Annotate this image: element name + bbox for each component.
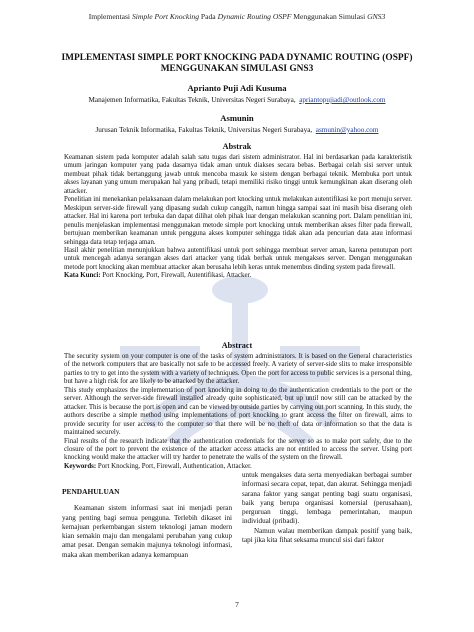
author-2-affiliation: Jurusan Teknik Informatika, Fakultas Teknik, Universitas Negeri Surabaya, asmunin@yahoo.com — [95, 126, 379, 134]
abstract-paragraph: Final results of the research indicate that the authentication credentials for the server so as to make port safely, due to the closure of the port to prevent the existence of the attacker access attacks are not entitled to access the server. Using port knocking would make the attacker will try harder to penetrate the walls of the system on the firewall. — [64, 437, 412, 462]
abstrak-paragraph: Hasil akhir penelitian menunjukkan bahwa autentifikasi untuk port sehingga membuat server aman, karena penutupan port untuk mencegah adanya serangan akses dari attacker yang tidak berhak untuk mengakses server. Dengan menggunakan metode port knocking akan membuat attacker akan berusaha lebih keras untuk menembus dinding system pada firewall. — [64, 246, 412, 271]
body-paragraph: Namun walau memberikan dampak positif yang baik, tapi jika kita fihat seksama muncul sisi dari faktor — [242, 526, 412, 545]
paper-title-line2: MENGGUNAKAN SIMULASI GNS3 — [160, 64, 314, 74]
body-paragraph: untuk mengakses data serta menyediakan berbagai sumber informasi secara cepat, tepat, dan akurat. Sehingga menjadi sarana faktor yang sangat penting bagi suatu organisasi, baik yang berupa organisasi komersial (perusahaan), perguruan tinggi, lembaga pemerintahan, maupun individual (pribadi). — [242, 471, 412, 526]
body-left-column — [62, 487, 232, 560]
paper-title-line1: IMPLEMENTASI SIMPLE PORT KNOCKING PADA DYNAMIC ROUTING (OSPF) — [61, 53, 413, 63]
abstract-paragraph: This study emphasizes the implementation of port knocking in doing to do the authentication credentials to the port or the server. Although the server-side firewall installed already quite sophisticated, but up until now still can be attacked by the attacker. This is because the port is open and can be viewed by outside parties by carrying out port scanning. In this study, the authors describe a simple method using implementations of port knocking to grant access the filter on firewall, aims to provide security for user access to the computer so that there will be no theft of data or information so that the data is maintained securely. — [64, 386, 412, 437]
author-2-email-link[interactable]: asmunin@yahoo.com — [315, 126, 379, 134]
body-right-column — [242, 471, 412, 545]
body-paragraph: Keamanan sistem informasi saat ini menjadi peran yang penting bagi semua pengguna. Terlebih dikaset ini kemajuan perkembangan sistem teknologi jaman modern kian semakin maju dan mengalami perubahan yang cukup amat pesat. Dengan semakin majunya teknologi informasi, maka akan memberikan adanya kemampuan — [62, 504, 232, 559]
abstract-paragraph: The security system on your computer is one of the tasks of system administrators. It is based on the General characteristics of the network computers that are basically not safe to be accessed freely. A variety of server-side slits to make irresponsible parties to try to get into the system with a variety of techniques. Open the port for access to public services is a personal thing, but have a high risk for are likely to be attacked by the attacker. — [64, 353, 412, 386]
paper-title — [40, 53, 434, 75]
abstrak-keywords: Kata Kunci: Port Knocking, Port, Firewall, Autentifikasi, Attacker. — [64, 272, 252, 280]
page-number: 7 — [235, 600, 239, 609]
abstract-heading: Abstract — [221, 341, 253, 350]
abstract-body — [64, 353, 412, 471]
author-1-name: Aprianto Puji Adi Kusuma — [187, 83, 287, 93]
abstract-keywords: Keywords: Port Knocking, Port, Firewall, Authentication, Attacker. — [64, 462, 252, 470]
abstrak-paragraph: Penelitian ini menekankan pelaksanaan dalam melakukan port knocking untuk melakukan autentifikasi ke port menuju server. Meskipun server-side firewall yang dipasang sudah cukup canggih, namun hingga sampai saat ini masih bisa diserang oleh attacker. Hal ini karena port terbuka dan dapat dilihat oleh pihak luar dengan melakukan scanning port. Dalam penelitian ini, penulis menjelaskan implementasi menggunakan metode simple port knocking untuk memberikan akses filter pada firewall, bertujuan memberikan keamanan untuk pengguna akses komputer sehingga tidak akan ada pencurian data atau informasi sehingga data tetap terjaga aman. — [64, 196, 412, 246]
author-1-email-link[interactable]: apriantopujiadi@outlook.com — [299, 96, 386, 104]
running-head: Implementasi Simple Port Knocking Pada Dynamic Routing OSPF Menggunakan Simulasi GNS3 — [88, 12, 386, 21]
author-1-affiliation: Manajemen Informatika, Fakultas Teknik, Universitas Negeri Surabaya, apriantopujiadi@outlook.com — [88, 96, 386, 104]
author-2-name: Asmunin — [220, 113, 254, 123]
abstrak-paragraph: Keamanan sistem pada komputer adalah salah satu tugas dari sistem administrator. Hal ini berdasarkan pada karakteristik umum jaringan komputer yang pada dasarnya tidak aman untuk diakses secara bebas. Berbagai celah sisi server untuk membuat pihak tidak bertanggung jawab untuk mencoba masuk ke sistem dengan berbagai teknik. Membuka port untuk akses layanan yang umum merupakan hal yang pribadi, tetapi memiliki risiko tinggi untuk kemungkinan akan diserang oleh attacker. — [64, 154, 412, 195]
abstrak-body — [64, 154, 412, 281]
abstrak-heading: Abstrak — [222, 142, 252, 151]
section-heading-pendahuluan: PENDAHULUAN — [62, 487, 120, 496]
